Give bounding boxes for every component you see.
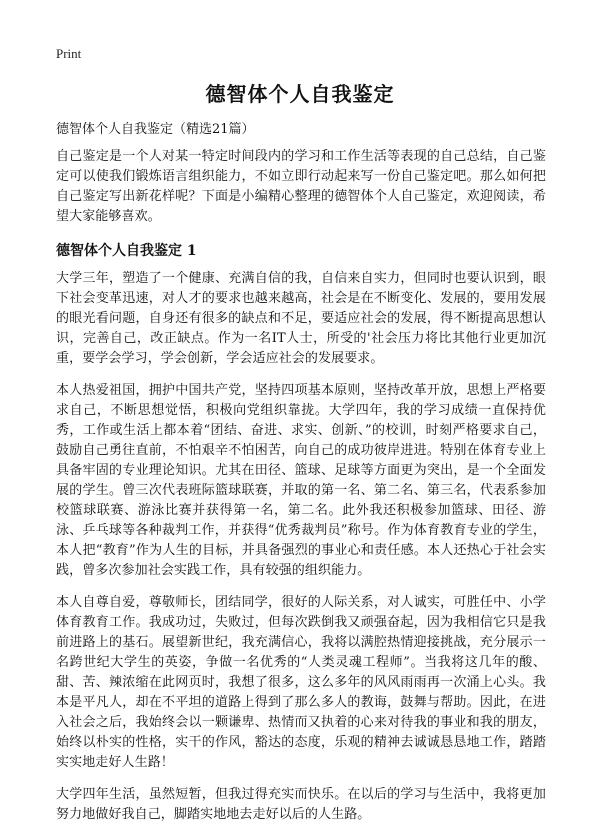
section-heading: 德智体个人自我鉴定 1: [56, 243, 197, 259]
document-subtitle: 德智体个人自我鉴定（精选21篇）: [56, 122, 255, 137]
intro-paragraph: 自己鉴定是一个人对某一特定时间段内的学习和工作生活等表现的自己总结，自己鉴定可以使我们锻炼语言组织能力，不如立即行动起来写一份自己鉴定吧。那么如何把自己鉴定写出新花样呢？下面是小编精心整理的德智体个人自己鉴定，欢迎阅读，希望大家能够喜欢。: [56, 149, 546, 224]
body-paragraph-2: 本人热爱祖国，拥护中国共产党，坚持四项基本原则，坚持改革开放，思想上严格要求自己，不断思想觉悟，积极向党组织靠拢。大学四年，我的学习成绩一直保持优秀，工作或生活上都本着“团结、奋进、求实、创新、”的校训，时刻严格要求自己，鼓励自己勇往直前，不怕艰辛不怕困苦，向自己的成功彼岸进进。特别在体育专业上具备牢固的专业理论知识。尤其在田径、篮球、足球等方面更为突出，是一个全面发展的学生。曾三次代表班际篮球联赛，并取的第一名、第二名、第三名，代表系参加校篮球联赛、游泳比赛并获得第一名，第二名。此外我还积极参加篮球、田径、游泳、乒乓球等各种裁判工作，并获得“优秀裁判员”称号。作为体育教育专业的学生，本人把“教育”作为人生的目标，并具备强烈的事业心和责任感。本人还热心于社会实践，曾多次参加社会实践工作，具有较强的组织能力。: [56, 383, 546, 578]
body-paragraph-1: 大学三年，塑造了一个健康、充满自信的我，自信来自实力，但同时也要认识到，眼下社会变革迅速，对人才的要求也越来越高，社会是在不断变化、发展的，要用发展的眼光看问题，自身还有很多的缺点和不足，要适应社会的发展，得不断提高思想认识，完善自己，改正缺点。作为一名IT人士，所受的'社会压力将比其他行业更加沉重，要学会学习，学会创新，学会适应社会的发展要求。: [56, 271, 546, 366]
print-link[interactable]: Print: [56, 46, 82, 61]
article-body: [56, 147, 546, 837]
page-title: 德智体个人自我鉴定: [205, 82, 395, 106]
body-paragraph-3: 本人自尊自爱，尊敬师长，团结同学，很好的人际关系，对人诚实，可胜任中、小学体育教育工作。我成功过，失败过，但每次跌倒我又顽强奋起，因为我相信它只是我前进路上的基石。展望新世纪，我充满信心，我将以满腔热情迎接挑战，充分展示一名跨世纪大学生的英姿，争做一名优秀的“人类灵魂工程师”。当我将这几年的酸、甜、苦、辣浓缩在此网页时，我想了很多，这么多年的风风雨雨再一次涌上心头。我本是平凡人，却在不平坦的道路上得到了那么多人的教诲，鼓舞与帮助。因此，在进入社会之后，我始终会以一颗谦卑、热情而又执着的心来对待我的事业和我的朋友，始终以朴实的性格，实干的作风，豁达的态度，乐观的精神去诚诚恳恳地工作，踏踏实实地走好人生路！: [56, 595, 546, 770]
body-paragraph-4: 大学四年生活，虽然短暂，但我过得充实而快乐。在以后的学习与生活中，我将更加努力地做好我自己，脚踏实地地去走好以后的人生路。: [56, 787, 546, 822]
